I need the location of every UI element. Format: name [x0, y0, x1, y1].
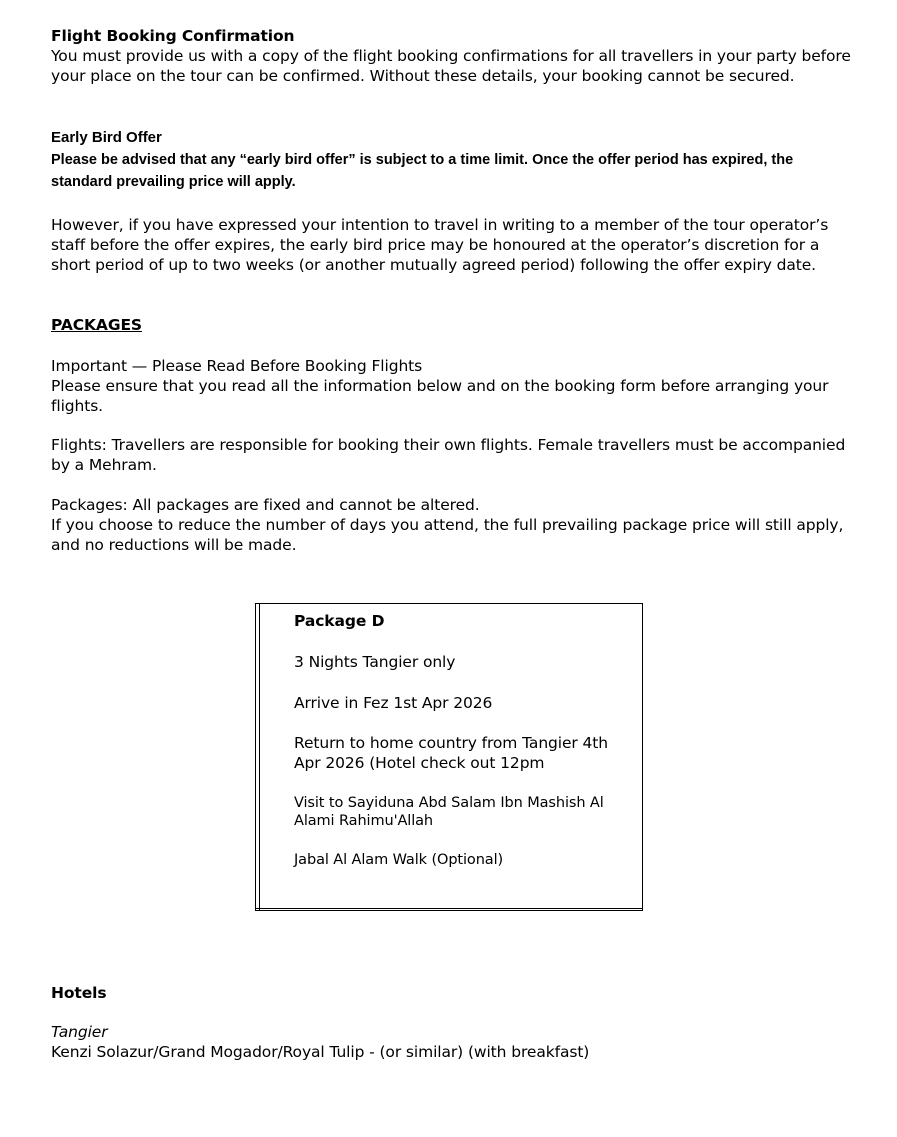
- hotels-section: [51, 983, 851, 1062]
- hotels-city: Tangier: [51, 1023, 108, 1041]
- flight-confirmation-heading: Flight Booking Confirmation: [51, 27, 295, 45]
- package-d-arrive: Arrive in Fez 1st Apr 2026: [294, 694, 493, 712]
- package-d-return: Return to home country from Tangier 4th Apr 2026 (Hotel check out 12pm: [294, 734, 608, 772]
- package-d-title: Package D: [294, 612, 385, 630]
- packages-important-title: Important — Please Read Before Booking Flights: [51, 357, 423, 375]
- package-d-nights: 3 Nights Tangier only: [294, 653, 456, 671]
- packages-section: [51, 315, 851, 335]
- early-bird-section: [51, 127, 851, 193]
- hotels-heading: Hotels: [51, 984, 107, 1002]
- packages-flights: [51, 435, 851, 475]
- packages-important-body: Please ensure that you read all the information below and on the booking form before arranging your flights.: [51, 377, 829, 415]
- packages-rules: [51, 495, 851, 555]
- flight-confirmation-section: [51, 26, 851, 86]
- packages-important: [51, 356, 851, 416]
- flight-confirmation-body: You must provide us with a copy of the flight booking confirmations for all travellers in your party before your place on the tour can be confirmed. Without these details, your booking cannot be secured.: [51, 47, 851, 85]
- packages-reduce-days-text: If you choose to reduce the number of days you attend, the full prevailing package price will still apply, and no reductions will be made.: [51, 516, 844, 554]
- packages-flights-text: Flights: Travellers are responsible for booking their own flights. Female travellers must be accompanied by a Mehram.: [51, 436, 846, 474]
- package-d-box: [255, 603, 643, 911]
- early-bird-body: Please be advised that any “early bird offer” is subject to a time limit. Once the offer period has expired, the standard prevailing price will apply.: [51, 152, 794, 190]
- package-d-content: [294, 611, 639, 869]
- early-bird-followup-text: However, if you have expressed your intention to travel in writing to a member of the tour operator’s staff before the offer expires, the early bird price may be honoured at the operator’s discretion for a short period of up to two weeks (or another mutually agreed period) following the offer expiry date.: [51, 216, 829, 274]
- package-d-walk: Jabal Al Alam Walk (Optional): [294, 852, 504, 868]
- hotels-list: Kenzi Solazur/Grand Mogador/Royal Tulip - (or similar) (with breakfast): [51, 1043, 590, 1061]
- early-bird-followup: [51, 215, 851, 275]
- packages-fixed-text: Packages: All packages are fixed and cannot be altered.: [51, 496, 480, 514]
- packages-heading: PACKAGES: [51, 316, 142, 334]
- early-bird-heading: Early Bird Offer: [51, 129, 162, 146]
- package-d-visit: Visit to Sayiduna Abd Salam Ibn Mashish Al Alami Rahimu'Allah: [294, 795, 604, 829]
